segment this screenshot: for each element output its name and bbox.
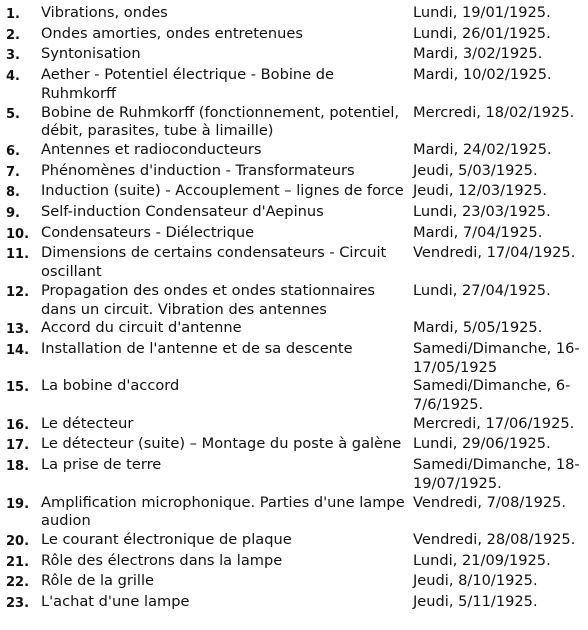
lesson-list bbox=[0, 4, 588, 614]
lesson-title: Rôle des électrons dans la lampe bbox=[41, 551, 283, 569]
lesson-date: Jeudi, 5/03/1925. bbox=[413, 161, 538, 179]
lesson-date: Samedi/Dimanche, 18-19/07/1925. bbox=[413, 456, 580, 492]
lesson-date: Samedi/Dimanche, 6-7/6/1925. bbox=[413, 377, 571, 414]
lesson-row bbox=[0, 340, 588, 377]
lesson-number: 8. bbox=[6, 185, 20, 201]
lesson-date: Mardi, 10/02/1925. bbox=[413, 66, 552, 84]
lesson-number: 4. bbox=[6, 69, 20, 85]
lesson-row bbox=[0, 141, 588, 162]
lesson-date: Jeudi, 5/11/1925. bbox=[413, 593, 538, 611]
lesson-number: 5. bbox=[6, 106, 20, 122]
lesson-number: 11. bbox=[6, 247, 30, 263]
lesson-row bbox=[0, 494, 588, 531]
lesson-date: Mardi, 24/02/1925. bbox=[413, 140, 552, 158]
lesson-title: Rôle de la grille bbox=[41, 572, 155, 590]
lesson-number: 20. bbox=[6, 533, 30, 549]
lesson-row bbox=[0, 415, 588, 436]
lesson-title: Condensateurs - Diélectrique bbox=[41, 223, 255, 241]
lesson-date: Lundi, 29/06/1925. bbox=[413, 435, 551, 453]
lesson-number: 17. bbox=[6, 438, 30, 454]
lesson-number: 3. bbox=[6, 48, 20, 64]
lesson-date: Mercredi, 18/02/1925. bbox=[413, 103, 575, 121]
lesson-date: Vendredi, 7/08/1925. bbox=[413, 493, 567, 511]
lesson-date: Vendredi, 28/08/1925. bbox=[413, 530, 576, 548]
lesson-row bbox=[0, 572, 588, 593]
lesson-row bbox=[0, 435, 588, 456]
lesson-date: Jeudi, 12/03/1925. bbox=[413, 182, 547, 200]
lesson-title: Accord du circuit d'antenne bbox=[41, 319, 242, 337]
lesson-title: Phénomènes d'induction - Transformateurs bbox=[41, 161, 355, 179]
lesson-title: Self-induction Condensateur d'Aepinus bbox=[41, 203, 324, 221]
lesson-number: 9. bbox=[6, 206, 20, 222]
lesson-title: La prise de terre bbox=[41, 456, 162, 474]
lesson-row bbox=[0, 224, 588, 245]
lesson-number: 22. bbox=[6, 575, 30, 591]
lesson-number: 15. bbox=[6, 380, 30, 396]
lesson-title: Le détecteur bbox=[41, 414, 134, 432]
lesson-number: 6. bbox=[6, 143, 20, 159]
lesson-title: La bobine d'accord bbox=[41, 377, 180, 395]
lesson-number: 16. bbox=[6, 417, 30, 433]
lesson-date: Mardi, 3/02/1925. bbox=[413, 45, 543, 63]
lesson-row bbox=[0, 4, 588, 25]
lesson-row bbox=[0, 104, 588, 141]
lesson-date: Lundi, 23/03/1925. bbox=[413, 203, 551, 221]
lesson-title: Dimensions de certains condensateurs - Circuit oscillant bbox=[41, 244, 387, 281]
lesson-title: Induction (suite) - Accouplement – lignes de force bbox=[41, 182, 404, 200]
lesson-title: Syntonisation bbox=[41, 45, 141, 63]
lesson-row bbox=[0, 552, 588, 573]
lesson-number: 1. bbox=[6, 7, 20, 22]
lesson-date: Lundi, 26/01/1925. bbox=[413, 24, 551, 42]
lesson-date: Lundi, 27/04/1925. bbox=[413, 281, 551, 299]
lesson-title: Le détecteur (suite) – Montage du poste à galène bbox=[41, 435, 402, 453]
lesson-number: 19. bbox=[6, 496, 30, 512]
lesson-number: 10. bbox=[6, 226, 30, 242]
lesson-title: Antennes et radioconducteurs bbox=[41, 140, 262, 158]
lesson-number: 18. bbox=[6, 459, 30, 475]
lesson-row bbox=[0, 319, 588, 340]
lesson-date: Jeudi, 8/10/1925. bbox=[413, 572, 538, 590]
lesson-number: 14. bbox=[6, 342, 30, 358]
lesson-date: Mardi, 7/04/1925. bbox=[413, 223, 543, 241]
lesson-row bbox=[0, 182, 588, 203]
lesson-row bbox=[0, 25, 588, 46]
lesson-date: Vendredi, 17/04/1925. bbox=[413, 244, 576, 262]
lesson-row bbox=[0, 162, 588, 183]
lesson-title: Amplification microphonique. Parties d'une lampe audion bbox=[41, 493, 405, 530]
lesson-number: 12. bbox=[6, 284, 30, 300]
lesson-date: Mercredi, 17/06/1925. bbox=[413, 414, 575, 432]
lesson-number: 23. bbox=[6, 596, 30, 612]
lesson-number: 2. bbox=[6, 27, 20, 43]
lesson-row bbox=[0, 456, 588, 493]
lesson-title: Le courant électronique de plaque bbox=[41, 530, 292, 548]
lesson-number: 7. bbox=[6, 164, 20, 180]
lesson-row bbox=[0, 531, 588, 552]
lesson-title: Vibrations, ondes bbox=[41, 4, 168, 21]
lesson-row bbox=[0, 593, 588, 614]
lesson-title: Installation de l'antenne et de sa descente bbox=[41, 339, 353, 357]
lesson-date: Mardi, 5/05/1925. bbox=[413, 319, 543, 337]
lesson-date: Lundi, 21/09/1925. bbox=[413, 551, 551, 569]
lesson-row bbox=[0, 45, 588, 66]
lesson-date: Lundi, 19/01/1925. bbox=[413, 4, 551, 21]
lesson-row bbox=[0, 377, 588, 414]
lesson-row bbox=[0, 66, 588, 103]
lesson-title: Aether - Potentiel électrique - Bobine de Ruhmkorff bbox=[41, 66, 335, 102]
lesson-title: Ondes amorties, ondes entretenues bbox=[41, 24, 303, 42]
lesson-number: 21. bbox=[6, 554, 30, 570]
lesson-number: 13. bbox=[6, 322, 30, 338]
lesson-title: Bobine de Ruhmkorff (fonctionnement, potentiel, débit, parasites, tube à limaille) bbox=[41, 103, 400, 140]
lesson-title: L'achat d'une lampe bbox=[41, 593, 190, 611]
lesson-row bbox=[0, 282, 588, 319]
lesson-title: Propagation des ondes et ondes stationnaires dans un circuit. Vibration des antennes bbox=[41, 281, 376, 318]
lesson-row bbox=[0, 203, 588, 224]
lesson-date: Samedi/Dimanche, 16-17/05/1925 bbox=[413, 339, 580, 376]
lesson-row bbox=[0, 244, 588, 281]
